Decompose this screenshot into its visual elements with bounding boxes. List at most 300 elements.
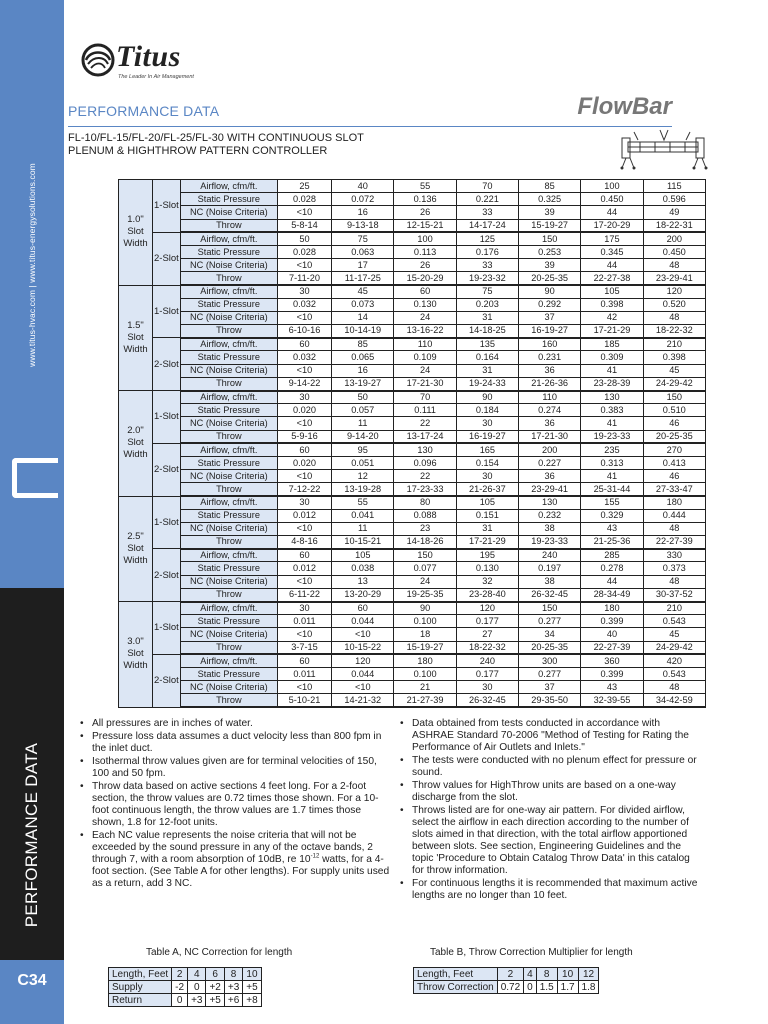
value-cell: 1.8 xyxy=(578,981,599,994)
value-cell: 37 xyxy=(519,311,581,324)
value-cell: 130 xyxy=(519,496,581,509)
value-cell: 135 xyxy=(456,338,518,351)
value-cell: 18-22-32 xyxy=(643,325,705,338)
table-row xyxy=(119,219,706,232)
row-label-cell: NC (Noise Criteria) xyxy=(180,522,277,535)
sidebar-page-tab xyxy=(0,960,64,1024)
value-cell: 22-27-39 xyxy=(643,536,705,549)
brand-tagline: The Leader In Air Management xyxy=(118,74,194,80)
value-cell: 24-29-42 xyxy=(643,641,705,654)
value-cell: 6-10-16 xyxy=(277,325,331,338)
table-row xyxy=(414,981,599,994)
table-row xyxy=(414,968,599,981)
value-cell: +2 xyxy=(206,981,224,994)
row-label-cell: Throw xyxy=(180,641,277,654)
section-title: PERFORMANCE DATA xyxy=(68,103,220,119)
value-cell: 44 xyxy=(581,575,643,588)
row-label-cell: Static Pressure xyxy=(180,351,277,364)
value-cell: 195 xyxy=(456,549,518,562)
value-cell: <10 xyxy=(332,681,394,694)
value-cell: 11-17-25 xyxy=(332,272,394,285)
value-cell: 50 xyxy=(332,391,394,404)
value-cell: 10-15-21 xyxy=(332,536,394,549)
value-cell: 6-11-22 xyxy=(277,588,331,601)
value-cell: 30 xyxy=(277,602,331,615)
value-cell: 41 xyxy=(581,364,643,377)
slot-count-cell: 1-Slot xyxy=(153,496,181,549)
value-cell: 0.063 xyxy=(332,245,394,258)
value-cell: 235 xyxy=(581,443,643,456)
table-row xyxy=(119,206,706,219)
value-cell: 40 xyxy=(581,628,643,641)
row-label-cell: NC (Noise Criteria) xyxy=(180,364,277,377)
value-cell: 0.203 xyxy=(456,298,518,311)
value-cell: 0.065 xyxy=(332,351,394,364)
value-cell: 27-33-47 xyxy=(643,483,705,496)
value-cell: 180 xyxy=(581,602,643,615)
value-cell: 49 xyxy=(643,206,705,219)
value-cell: 80 xyxy=(394,496,456,509)
value-cell: 110 xyxy=(519,391,581,404)
value-cell: 38 xyxy=(519,575,581,588)
value-cell: 0.154 xyxy=(456,456,518,469)
row-label-cell: Static Pressure xyxy=(180,404,277,417)
value-cell: +5 xyxy=(206,994,224,1007)
value-cell: 4 xyxy=(524,968,537,981)
value-cell: 24-29-42 xyxy=(643,377,705,390)
row-label-cell: Airflow, cfm/ft. xyxy=(180,338,277,351)
table-row xyxy=(119,562,706,575)
value-cell: 34-42-59 xyxy=(643,694,705,707)
value-cell: -2 xyxy=(172,981,188,994)
value-cell: 14 xyxy=(332,311,394,324)
table-row xyxy=(119,654,706,667)
value-cell: 16 xyxy=(332,364,394,377)
value-cell: 17-21-29 xyxy=(581,325,643,338)
value-cell: 30 xyxy=(456,417,518,430)
value-cell: 0.292 xyxy=(519,298,581,311)
value-cell: 0.020 xyxy=(277,404,331,417)
value-cell: 30-37-52 xyxy=(643,588,705,601)
value-cell: 0.596 xyxy=(643,193,705,206)
performance-table-body xyxy=(119,180,706,708)
value-cell: 0.164 xyxy=(456,351,518,364)
value-cell: 19-24-33 xyxy=(456,377,518,390)
note-item: • All pressures are in inches of water. xyxy=(80,718,390,730)
value-cell: 120 xyxy=(456,602,518,615)
value-cell: 0.72 xyxy=(497,981,523,994)
note-item: • Throw values for HighThrow units are based on a one-way discharge from the slot. xyxy=(400,780,700,804)
row-label-cell: NC (Noise Criteria) xyxy=(180,259,277,272)
value-cell: 285 xyxy=(581,549,643,562)
value-cell: 0.044 xyxy=(332,667,394,680)
value-cell: 165 xyxy=(456,443,518,456)
value-cell: 15-19-27 xyxy=(394,641,456,654)
slot-width-line: Slot xyxy=(127,331,144,343)
slot-width-cell xyxy=(119,180,153,286)
table-row xyxy=(109,981,262,994)
slot-width-line: 1.5" xyxy=(127,319,144,331)
value-cell: 21-26-37 xyxy=(456,483,518,496)
value-cell: +6 xyxy=(224,994,242,1007)
value-cell: 30 xyxy=(456,681,518,694)
row-label-cell: Static Pressure xyxy=(180,193,277,206)
value-cell: 5-8-14 xyxy=(277,219,331,232)
value-cell: 0.373 xyxy=(643,562,705,575)
value-cell: 22-27-39 xyxy=(581,641,643,654)
value-cell: 0.096 xyxy=(394,456,456,469)
value-cell: 0.278 xyxy=(581,562,643,575)
value-cell: 105 xyxy=(332,549,394,562)
value-cell: 0.399 xyxy=(581,615,643,628)
slot-width-cell xyxy=(119,602,153,708)
value-cell: 22 xyxy=(394,417,456,430)
value-cell: 9-14-20 xyxy=(332,430,394,443)
value-cell: +8 xyxy=(243,994,261,1007)
slot-width-line: Width xyxy=(123,660,148,672)
value-cell: 17-21-30 xyxy=(519,430,581,443)
value-cell: 28-34-49 xyxy=(581,588,643,601)
slot-width-line: 1.0" xyxy=(127,214,144,226)
value-cell: 48 xyxy=(643,575,705,588)
table-row xyxy=(119,509,706,522)
value-cell: 0.100 xyxy=(394,615,456,628)
value-cell: 0.136 xyxy=(394,193,456,206)
value-cell: 19-23-32 xyxy=(456,272,518,285)
value-cell: 180 xyxy=(643,496,705,509)
table-row xyxy=(119,364,706,377)
value-cell: 24 xyxy=(394,575,456,588)
row-label-cell: Throw xyxy=(180,536,277,549)
value-cell: 21-26-36 xyxy=(519,377,581,390)
value-cell: 0.032 xyxy=(277,351,331,364)
value-cell: 0.345 xyxy=(581,245,643,258)
value-cell: 0 xyxy=(188,981,206,994)
value-cell: 60 xyxy=(277,549,331,562)
slot-count-cell: 1-Slot xyxy=(153,285,181,338)
value-cell: <10 xyxy=(277,628,331,641)
slot-width-cell xyxy=(119,496,153,602)
value-cell: 48 xyxy=(643,681,705,694)
row-label-cell: NC (Noise Criteria) xyxy=(180,206,277,219)
sidebar-url-text[interactable]: www.titus-hvac.com | www.titus-energysolutions.com xyxy=(27,163,37,367)
value-cell: 100 xyxy=(394,232,456,245)
value-cell: <10 xyxy=(332,628,394,641)
row-label-cell: NC (Noise Criteria) xyxy=(180,311,277,324)
table-row xyxy=(119,522,706,535)
value-cell: 33 xyxy=(456,259,518,272)
value-cell: 25-31-44 xyxy=(581,483,643,496)
value-cell: 360 xyxy=(581,654,643,667)
row-label-cell: Throw xyxy=(180,219,277,232)
value-cell: 23 xyxy=(394,522,456,535)
value-cell: 12 xyxy=(578,968,599,981)
value-cell: <10 xyxy=(277,259,331,272)
value-cell: 2 xyxy=(497,968,523,981)
row-label-cell: Airflow, cfm/ft. xyxy=(180,180,277,193)
table-b-body xyxy=(414,968,599,994)
row-label-cell: NC (Noise Criteria) xyxy=(180,417,277,430)
value-cell: 23-28-39 xyxy=(581,377,643,390)
value-cell: 0.077 xyxy=(394,562,456,575)
table-row xyxy=(119,641,706,654)
value-cell: 0.325 xyxy=(519,193,581,206)
value-cell: 0.057 xyxy=(332,404,394,417)
value-cell: 26-32-45 xyxy=(519,588,581,601)
slot-count-cell: 1-Slot xyxy=(153,391,181,444)
row-label-cell: NC (Noise Criteria) xyxy=(180,681,277,694)
value-cell: 75 xyxy=(456,285,518,298)
note-item: • Isothermal throw values given are for terminal velocities of 150, 100 and 50 fpm. xyxy=(80,756,390,780)
value-cell: 0.399 xyxy=(581,667,643,680)
value-cell: 30 xyxy=(456,470,518,483)
value-cell: 45 xyxy=(643,364,705,377)
value-cell: 10 xyxy=(243,968,261,981)
sidebar xyxy=(0,0,64,1024)
value-cell: 420 xyxy=(643,654,705,667)
slot-width-line: 2.0" xyxy=(127,425,144,437)
value-cell: 0.038 xyxy=(332,562,394,575)
value-cell: 105 xyxy=(456,496,518,509)
slot-width-line: Width xyxy=(123,238,148,250)
value-cell: <10 xyxy=(277,311,331,324)
slot-count-cell: 1-Slot xyxy=(153,180,181,233)
table-row xyxy=(119,259,706,272)
note-item: • Data obtained from tests conducted in accordance with ASHRAE Standard 70-2006 "Method of Testing for Rating the Performance of Air Outlets and Inlets." xyxy=(400,718,700,754)
value-cell: 0.130 xyxy=(456,562,518,575)
note-item-nc xyxy=(80,830,390,890)
value-cell: 41 xyxy=(581,470,643,483)
value-cell: 48 xyxy=(643,311,705,324)
page-number: C34 xyxy=(17,972,47,989)
table-row xyxy=(119,483,706,496)
value-cell: 85 xyxy=(332,338,394,351)
value-cell: 48 xyxy=(643,259,705,272)
value-cell: 30 xyxy=(277,496,331,509)
row-label-cell: Throw xyxy=(180,588,277,601)
value-cell: 19-25-35 xyxy=(394,588,456,601)
row-label-cell: Length, Feet xyxy=(109,968,172,981)
value-cell: 20-25-35 xyxy=(519,641,581,654)
row-label-cell: Supply xyxy=(109,981,172,994)
value-cell: <10 xyxy=(277,681,331,694)
row-label-cell: Throw xyxy=(180,272,277,285)
value-cell: 6 xyxy=(206,968,224,981)
value-cell: 160 xyxy=(519,338,581,351)
slot-width-line: Slot xyxy=(127,648,144,660)
value-cell: 210 xyxy=(643,602,705,615)
value-cell: 14-17-24 xyxy=(456,219,518,232)
table-b-caption: Table B, Throw Correction Multiplier for length xyxy=(430,947,633,958)
value-cell: 0.109 xyxy=(394,351,456,364)
value-cell: 130 xyxy=(394,443,456,456)
value-cell: 0.044 xyxy=(332,615,394,628)
value-cell: 240 xyxy=(456,654,518,667)
slot-count-cell: 2-Slot xyxy=(153,549,181,602)
slot-width-line: Slot xyxy=(127,226,144,238)
row-label-cell: Static Pressure xyxy=(180,245,277,258)
value-cell: 43 xyxy=(581,681,643,694)
value-cell: 12-15-21 xyxy=(394,219,456,232)
table-row xyxy=(119,180,706,193)
value-cell: 13-19-28 xyxy=(332,483,394,496)
notes-left-column xyxy=(80,718,390,891)
value-cell: 0.274 xyxy=(519,404,581,417)
value-cell: 210 xyxy=(643,338,705,351)
row-label-cell: Airflow, cfm/ft. xyxy=(180,443,277,456)
value-cell: 2 xyxy=(172,968,188,981)
row-label-cell: NC (Noise Criteria) xyxy=(180,628,277,641)
table-row xyxy=(119,443,706,456)
value-cell: 0.028 xyxy=(277,193,331,206)
value-cell: 9-14-22 xyxy=(277,377,331,390)
value-cell: 85 xyxy=(519,180,581,193)
value-cell: 31 xyxy=(456,364,518,377)
value-cell: 23-29-41 xyxy=(519,483,581,496)
value-cell: 60 xyxy=(332,602,394,615)
note-item: • Pressure loss data assumes a duct velocity less than 800 fpm in the inlet duct. xyxy=(80,731,390,755)
slot-count-cell: 2-Slot xyxy=(153,654,181,707)
value-cell: 34 xyxy=(519,628,581,641)
value-cell: 60 xyxy=(394,285,456,298)
value-cell: 43 xyxy=(581,522,643,535)
value-cell: 10 xyxy=(557,968,578,981)
value-cell: <10 xyxy=(277,206,331,219)
value-cell: 42 xyxy=(581,311,643,324)
value-cell: 38 xyxy=(519,522,581,535)
slot-count-cell: 2-Slot xyxy=(153,338,181,391)
value-cell: 0.032 xyxy=(277,298,331,311)
value-cell: 110 xyxy=(394,338,456,351)
slot-width-line: Width xyxy=(123,449,148,461)
slot-width-line: Width xyxy=(123,343,148,355)
slot-count-cell: 2-Slot xyxy=(153,232,181,285)
table-row xyxy=(109,994,262,1007)
value-cell: 4 xyxy=(188,968,206,981)
value-cell: 90 xyxy=(519,285,581,298)
table-row xyxy=(119,193,706,206)
value-cell: +3 xyxy=(224,981,242,994)
value-cell: 31 xyxy=(456,522,518,535)
value-cell: 180 xyxy=(394,654,456,667)
slot-width-cell xyxy=(119,391,153,497)
value-cell: 14-21-32 xyxy=(332,694,394,707)
value-cell: 18-22-31 xyxy=(643,219,705,232)
table-row xyxy=(119,391,706,404)
value-cell: 200 xyxy=(643,232,705,245)
slot-width-cell xyxy=(119,285,153,391)
value-cell: 0.398 xyxy=(581,298,643,311)
value-cell: 4-8-16 xyxy=(277,536,331,549)
slot-width-line: Slot xyxy=(127,437,144,449)
table-row xyxy=(119,456,706,469)
value-cell: 0.041 xyxy=(332,509,394,522)
value-cell: 5-10-21 xyxy=(277,694,331,707)
value-cell: 13-20-29 xyxy=(332,588,394,601)
table-row xyxy=(109,968,262,981)
value-cell: 11 xyxy=(332,417,394,430)
row-label-cell: Airflow, cfm/ft. xyxy=(180,654,277,667)
table-row xyxy=(119,575,706,588)
value-cell: 32-39-55 xyxy=(581,694,643,707)
value-cell: <10 xyxy=(277,364,331,377)
row-label-cell: Throw xyxy=(180,483,277,496)
row-label-cell: Airflow, cfm/ft. xyxy=(180,285,277,298)
value-cell: 21-27-39 xyxy=(394,694,456,707)
value-cell: 0.197 xyxy=(519,562,581,575)
value-cell: 0.227 xyxy=(519,456,581,469)
section-letter-c-icon xyxy=(12,458,46,498)
value-cell: 7-12-22 xyxy=(277,483,331,496)
value-cell: 0.051 xyxy=(332,456,394,469)
value-cell: 16 xyxy=(332,206,394,219)
value-cell: 0.073 xyxy=(332,298,394,311)
value-cell: 90 xyxy=(456,391,518,404)
value-cell: 10-14-19 xyxy=(332,325,394,338)
value-cell: 270 xyxy=(643,443,705,456)
value-cell: 13-17-24 xyxy=(394,430,456,443)
table-row xyxy=(119,588,706,601)
row-label-cell: Static Pressure xyxy=(180,667,277,680)
value-cell: 41 xyxy=(581,417,643,430)
value-cell: 26 xyxy=(394,206,456,219)
note-item: • Throws listed are for one-way air pattern. For divided airflow, select the airflow in each direction according to the number of slots aimed in that direction, with the total airflow apportioned between slots. See section, Engineering Guidelines and the topic 'Procedure to Obtain Catalog Throw Data' in this catalog for throw information. xyxy=(400,805,700,877)
value-cell: 19-23-33 xyxy=(581,430,643,443)
table-row xyxy=(119,404,706,417)
value-cell: 44 xyxy=(581,259,643,272)
value-cell: 105 xyxy=(581,285,643,298)
value-cell: 14-18-26 xyxy=(394,536,456,549)
notes-right-column xyxy=(400,718,700,903)
value-cell: 11 xyxy=(332,522,394,535)
value-cell: 46 xyxy=(643,470,705,483)
slot-count-cell: 2-Slot xyxy=(153,443,181,496)
value-cell: 24 xyxy=(394,364,456,377)
value-cell: 0.151 xyxy=(456,509,518,522)
value-cell: 0.177 xyxy=(456,615,518,628)
value-cell: 50 xyxy=(277,232,331,245)
note-item: • For continuous lengths it is recommended that maximum active lengths are no longer than 10 feet. xyxy=(400,878,700,902)
value-cell: 21 xyxy=(394,681,456,694)
note-item: • Throw data based on active sections 4 feet long. For a 2-foot section, the throw values are 0.72 times those shown. For a 10-foot continuous length, the throw values are 1.7 times those shown, 1.8 for 12-foot units. xyxy=(80,781,390,829)
value-cell: 150 xyxy=(519,602,581,615)
value-cell: 39 xyxy=(519,206,581,219)
table-row xyxy=(119,377,706,390)
value-cell: 8 xyxy=(536,968,557,981)
value-cell: 55 xyxy=(332,496,394,509)
product-name: FlowBar xyxy=(577,93,672,120)
table-row xyxy=(119,311,706,324)
table-row xyxy=(119,245,706,258)
value-cell: <10 xyxy=(277,575,331,588)
value-cell: 20-25-35 xyxy=(643,430,705,443)
value-cell: 115 xyxy=(643,180,705,193)
value-cell: 0.450 xyxy=(581,193,643,206)
value-cell: 20-25-35 xyxy=(519,272,581,285)
value-cell: 8 xyxy=(224,968,242,981)
value-cell: 300 xyxy=(519,654,581,667)
slot-width-line: Slot xyxy=(127,542,144,554)
value-cell: 0.221 xyxy=(456,193,518,206)
value-cell: 90 xyxy=(394,602,456,615)
table-row xyxy=(119,681,706,694)
slot-width-line: Width xyxy=(123,554,148,566)
value-cell: 48 xyxy=(643,522,705,535)
value-cell: 0 xyxy=(524,981,537,994)
row-label-cell: Static Pressure xyxy=(180,615,277,628)
note-item: • The tests were conducted with no plenum effect for pressure or sound. xyxy=(400,755,700,779)
table-row xyxy=(119,602,706,615)
